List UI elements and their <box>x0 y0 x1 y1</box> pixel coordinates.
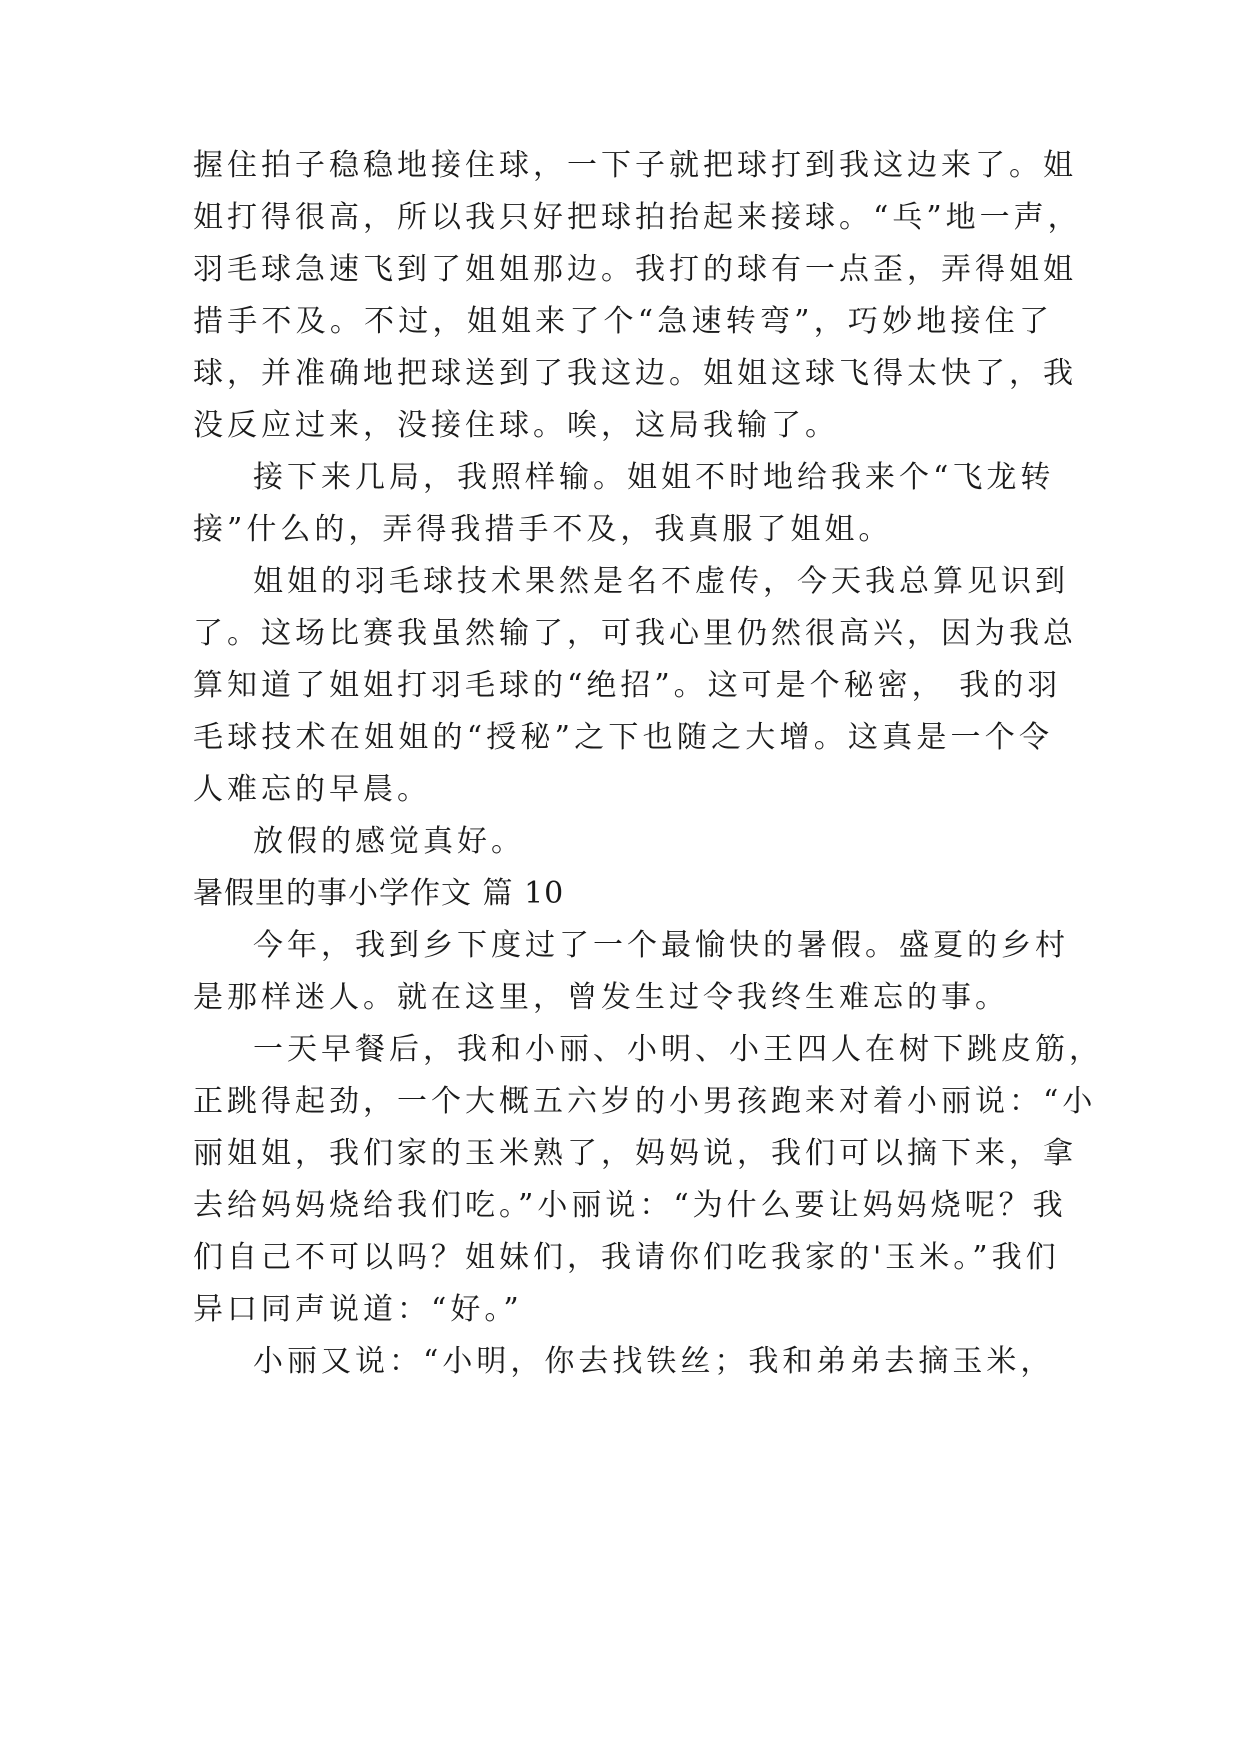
text-line: 接”什么的，弄得我措手不及，我真服了姐姐。 <box>193 512 893 547</box>
section-heading: 暑假里的事小学作文 篇 10 <box>193 876 565 911</box>
text-line: 是那样迷人。就在这里，曾发生过令我终生难忘的事。 <box>193 980 1009 1015</box>
text-line: 了。这场比赛我虽然输了，可我心里仍然很高兴，因为我总 <box>193 616 1077 651</box>
text-line: 球，并准确地把球送到了我这边。姐姐这球飞得太快了，我 <box>193 356 1077 391</box>
paragraph-first-line: 姐姐的羽毛球技术果然是名不虚传，今天我总算见识到 <box>253 564 1069 599</box>
text-line: 握住拍子稳稳地接住球，一下子就把球打到我这边来了。姐 <box>193 148 1077 183</box>
paragraph-first-line: 一天早餐后，我和小丽、小明、小王四人在树下跳皮筋， <box>253 1032 1103 1067</box>
text-line: 没反应过来，没接住球。唉，这局我输了。 <box>193 408 839 443</box>
text-line: 丽姐姐，我们家的玉米熟了，妈妈说，我们可以摘下来，拿 <box>193 1136 1077 1171</box>
text-line: 措手不及。不过，姐姐来了个“急速转弯”，巧妙地接住了 <box>193 304 1053 339</box>
paragraph-first-line: 今年，我到乡下度过了一个最愉快的暑假。盛夏的乡村 <box>253 928 1069 963</box>
paragraph-first-line: 接下来几局，我照样输。姐姐不时地给我来个“飞龙转 <box>253 460 1055 495</box>
paragraph-first-line: 放假的感觉真好。 <box>253 824 525 859</box>
text-line: 去给妈妈烧给我们吃。”小丽说：“为什么要让妈妈烧呢？我 <box>193 1188 1067 1223</box>
paragraph-first-line: 小丽又说：“小明，你去找铁丝；我和弟弟去摘玉米， <box>253 1344 1055 1379</box>
text-line: 正跳得起劲，一个大概五六岁的小男孩跑来对着小丽说：“小 <box>193 1084 1097 1119</box>
text-line: 姐打得很高，所以我只好把球拍抬起来接球。“乓”地一声， <box>193 200 1082 235</box>
text-line: 们自己不可以吗？姐妹们，我请你们吃我家的'玉米。”我们 <box>193 1240 1060 1275</box>
text-line: 异口同声说道：“好。” <box>193 1292 523 1327</box>
text-line: 人难忘的早晨。 <box>193 772 431 807</box>
text-line: 羽毛球急速飞到了姐姐那边。我打的球有一点歪，弄得姐姐 <box>193 252 1077 287</box>
text-line: 算知道了姐姐打羽毛球的“绝招”。这可是个秘密， 我的羽 <box>193 668 1062 703</box>
text-line: 毛球技术在姐姐的“授秘”之下也随之大增。这真是一个令 <box>193 720 1053 755</box>
